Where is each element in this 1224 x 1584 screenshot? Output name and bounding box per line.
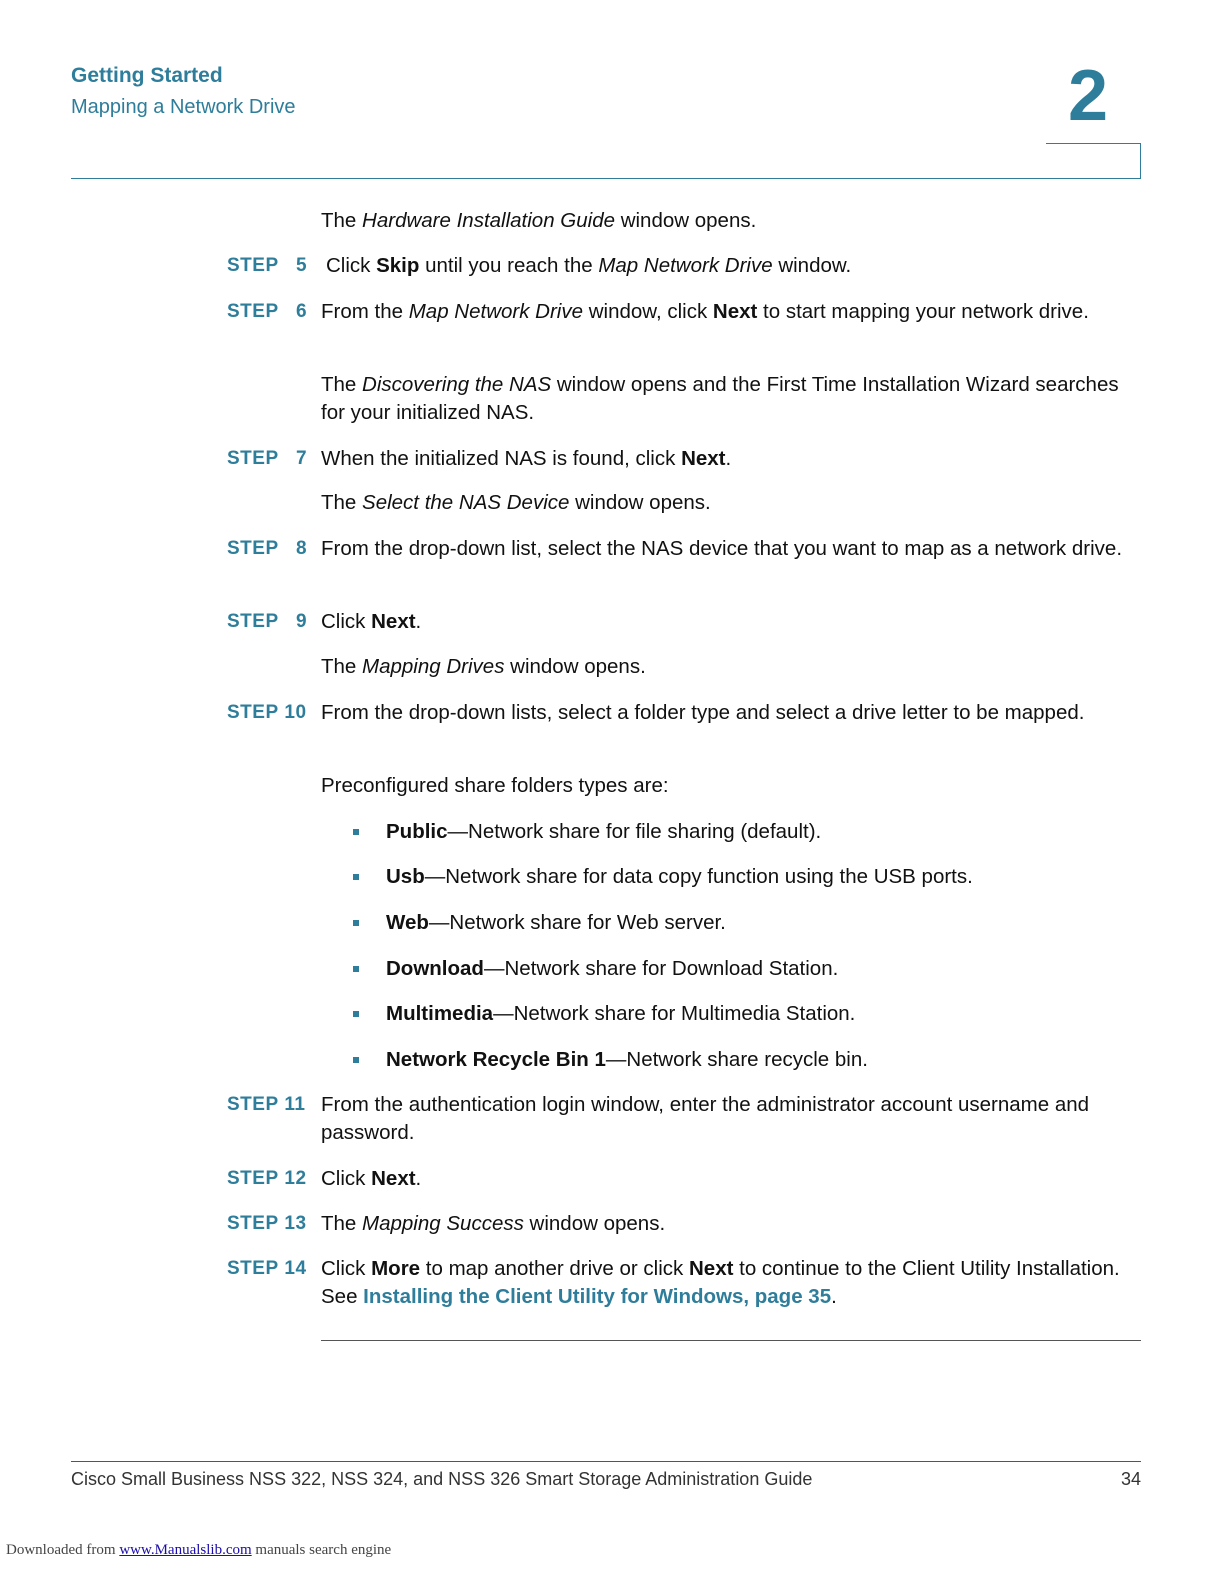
step-10-label: STEP 10 xyxy=(227,702,307,723)
download-notice: Downloaded from www.Manualslib.com manuals search engine xyxy=(6,1542,392,1558)
step-10-intro: Preconfigured share folders types are: xyxy=(321,774,669,797)
bullet-square-icon xyxy=(353,829,359,835)
step-6-text: From the Map Network Drive window, click Next to start mapping your network drive. xyxy=(321,300,1089,323)
chapter-number: 2 xyxy=(1068,56,1109,136)
step-11-text: From the authentication login window, enter the administrator account username and password. xyxy=(321,1093,1090,1144)
step-6-note: The Discovering the NAS window opens and the First Time Installation Wizard searches for your initialized NAS. xyxy=(321,373,1119,424)
step-11-label: STEP 11 xyxy=(227,1094,306,1115)
step-5-label: STEP 5 xyxy=(227,255,308,276)
step-10-text: From the drop-down lists, select a folder type and select a drive letter to be mapped. xyxy=(321,701,1085,724)
step-7-note: The Select the NAS Device window opens. xyxy=(321,491,711,514)
step-9-note: The Mapping Drives window opens. xyxy=(321,655,646,678)
step-8-text: From the drop-down list, select the NAS device that you want to map as a network drive. xyxy=(321,537,1123,560)
bullet-square-icon xyxy=(353,966,359,972)
procedure-end-divider xyxy=(321,1340,1141,1341)
bullet-square-icon xyxy=(353,920,359,926)
header-divider xyxy=(71,178,1141,179)
bullet-square-icon xyxy=(353,874,359,880)
step-14-text: Click More to map another drive or click Next to continue to the Client Utility Installation. See Installing the Client Utility for Windows, page 35. xyxy=(321,1257,1120,1308)
step-6-label: STEP 6 xyxy=(227,301,308,322)
step-9-text: Click Next. xyxy=(321,610,422,633)
footer-divider xyxy=(71,1461,1141,1462)
cross-reference-link[interactable]: Installing the Client Utility for Windows, page 35 xyxy=(363,1285,832,1308)
step-5-text: Click Skip until you reach the Map Network Drive window. xyxy=(326,254,852,277)
bullet-square-icon xyxy=(353,1011,359,1017)
step-7-text: When the initialized NAS is found, click Next. xyxy=(321,447,732,470)
step-12-label: STEP 12 xyxy=(227,1168,307,1189)
step-14-label: STEP 14 xyxy=(227,1258,307,1279)
section-title: Getting Started xyxy=(71,64,223,87)
subsection-title: Mapping a Network Drive xyxy=(71,96,296,118)
step-8-label: STEP 8 xyxy=(227,538,308,559)
step-13-label: STEP 13 xyxy=(227,1213,307,1234)
step-12-text: Click Next. xyxy=(321,1167,422,1190)
chapter-tab-box xyxy=(1046,143,1141,178)
step-7-label: STEP 7 xyxy=(227,448,308,469)
step-9-label: STEP 9 xyxy=(227,611,308,632)
bullet-square-icon xyxy=(353,1057,359,1063)
manualslib-link[interactable]: www.Manualslib.com xyxy=(119,1542,252,1558)
footer-title: Cisco Small Business NSS 322, NSS 324, and NSS 326 Smart Storage Administration Guide xyxy=(71,1469,813,1489)
page-number: 34 xyxy=(1120,1469,1141,1489)
step-13-text: The Mapping Success window opens. xyxy=(321,1212,666,1235)
intro-paragraph: The Hardware Installation Guide window opens. xyxy=(321,209,757,232)
